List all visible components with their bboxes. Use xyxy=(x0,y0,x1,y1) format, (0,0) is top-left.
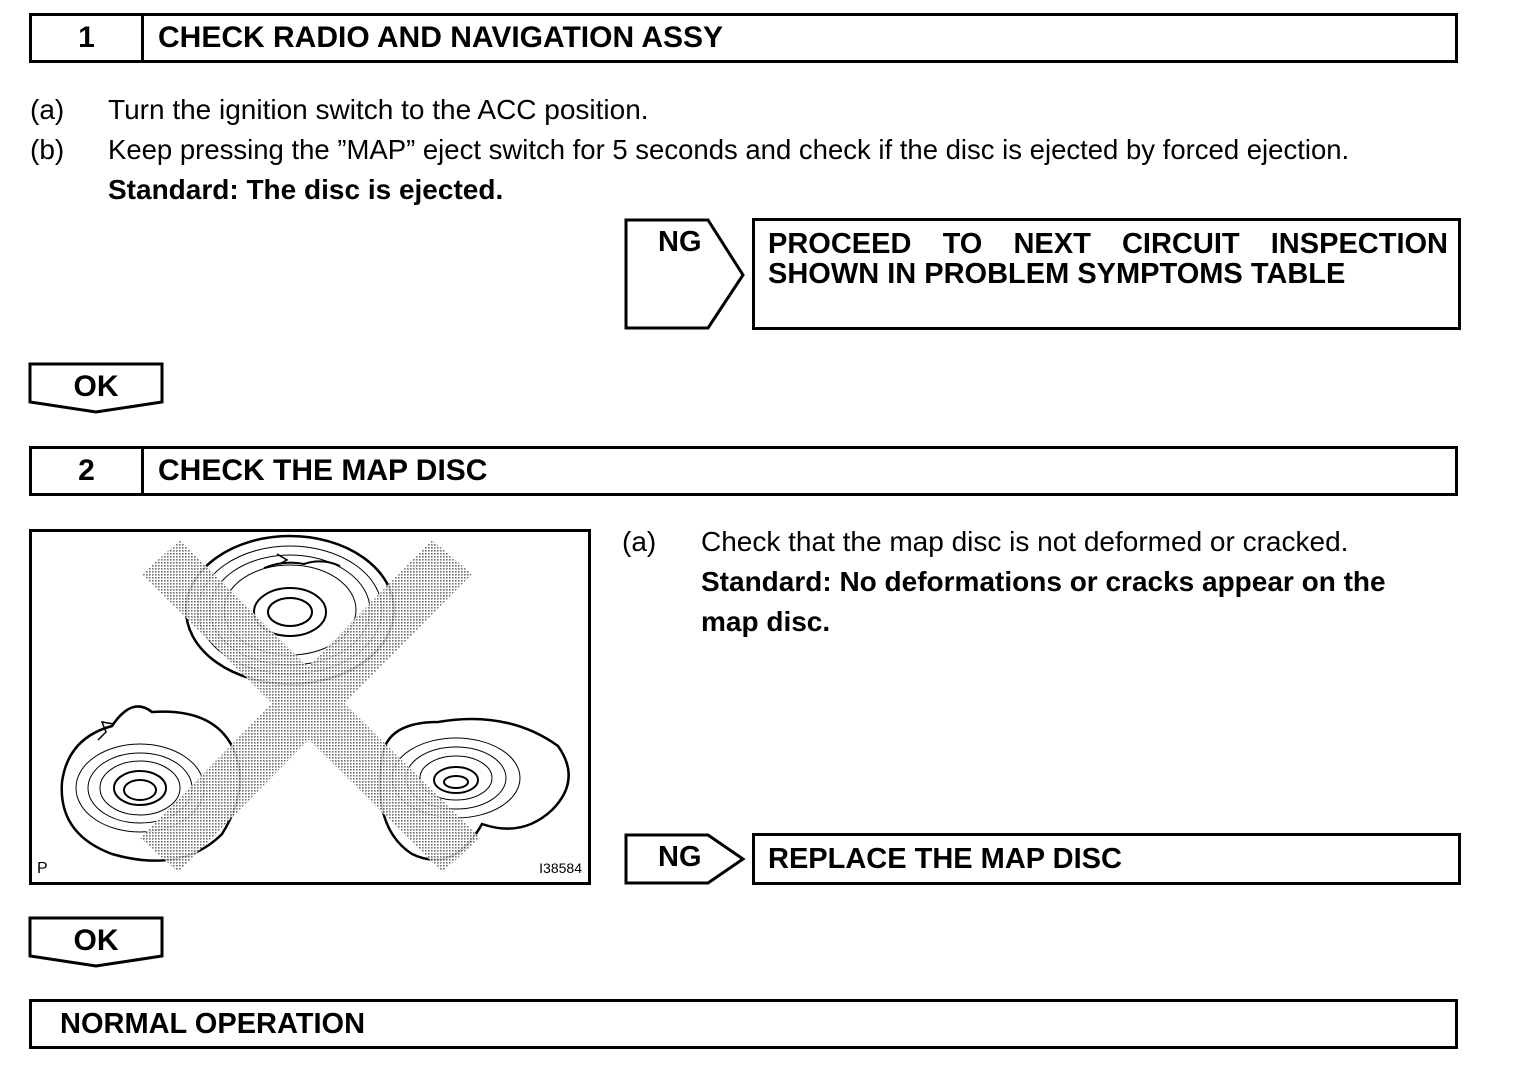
step-1-ng-label: NG xyxy=(658,226,702,258)
normal-operation-title: NORMAL OPERATION xyxy=(60,1008,366,1040)
step-1-standard: Standard: The disc is ejected. xyxy=(108,174,504,205)
step-1-number: 1 xyxy=(32,16,144,60)
step-1-item-a-label: (a) xyxy=(30,94,65,125)
step-2-title: CHECK THE MAP DISC xyxy=(158,454,488,487)
step-1-item-a-text: Turn the ignition switch to the ACC position. xyxy=(108,94,649,125)
step-2-ng-label: NG xyxy=(658,841,702,873)
map-disc-figure xyxy=(29,529,591,885)
step-1-ok-label: OK xyxy=(73,370,119,403)
step-1-item-b-label: (b) xyxy=(30,134,65,165)
step-2-number: 2 xyxy=(32,449,144,493)
step-2-standard-line2: map disc. xyxy=(701,606,831,637)
step-1-title: CHECK RADIO AND NAVIGATION ASSY xyxy=(158,21,724,54)
figure-id: I38584 xyxy=(539,860,582,876)
step-1-ng-result-box xyxy=(752,218,1461,330)
step-2-ng-result-box xyxy=(752,833,1461,885)
step-1-item-b-text: Keep pressing the ”MAP” eject switch for 5 seconds and check if the disc is ejected by forced ejection. xyxy=(108,134,1350,165)
step-1-header xyxy=(29,13,1458,63)
step-2-ok-label: OK xyxy=(73,924,119,957)
figure-corner-label: P xyxy=(37,860,48,877)
step-1-ng-result-line1: PROCEED TO NEXT CIRCUIT INSPECTION xyxy=(768,228,1448,260)
step-2-header xyxy=(29,446,1458,496)
step-2-standard-line1: Standard: No deformations or cracks appear on the xyxy=(701,566,1386,597)
step-1-ng-result-line2: SHOWN IN PROBLEM SYMPTOMS TABLE xyxy=(768,258,1346,290)
disc-illustration xyxy=(32,532,588,882)
step-2-ng-result: REPLACE THE MAP DISC xyxy=(768,843,1122,875)
step-2-item-a-text: Check that the map disc is not deformed or cracked. xyxy=(701,526,1349,557)
step-2-item-a-label: (a) xyxy=(622,526,657,557)
normal-operation-box xyxy=(29,999,1458,1049)
